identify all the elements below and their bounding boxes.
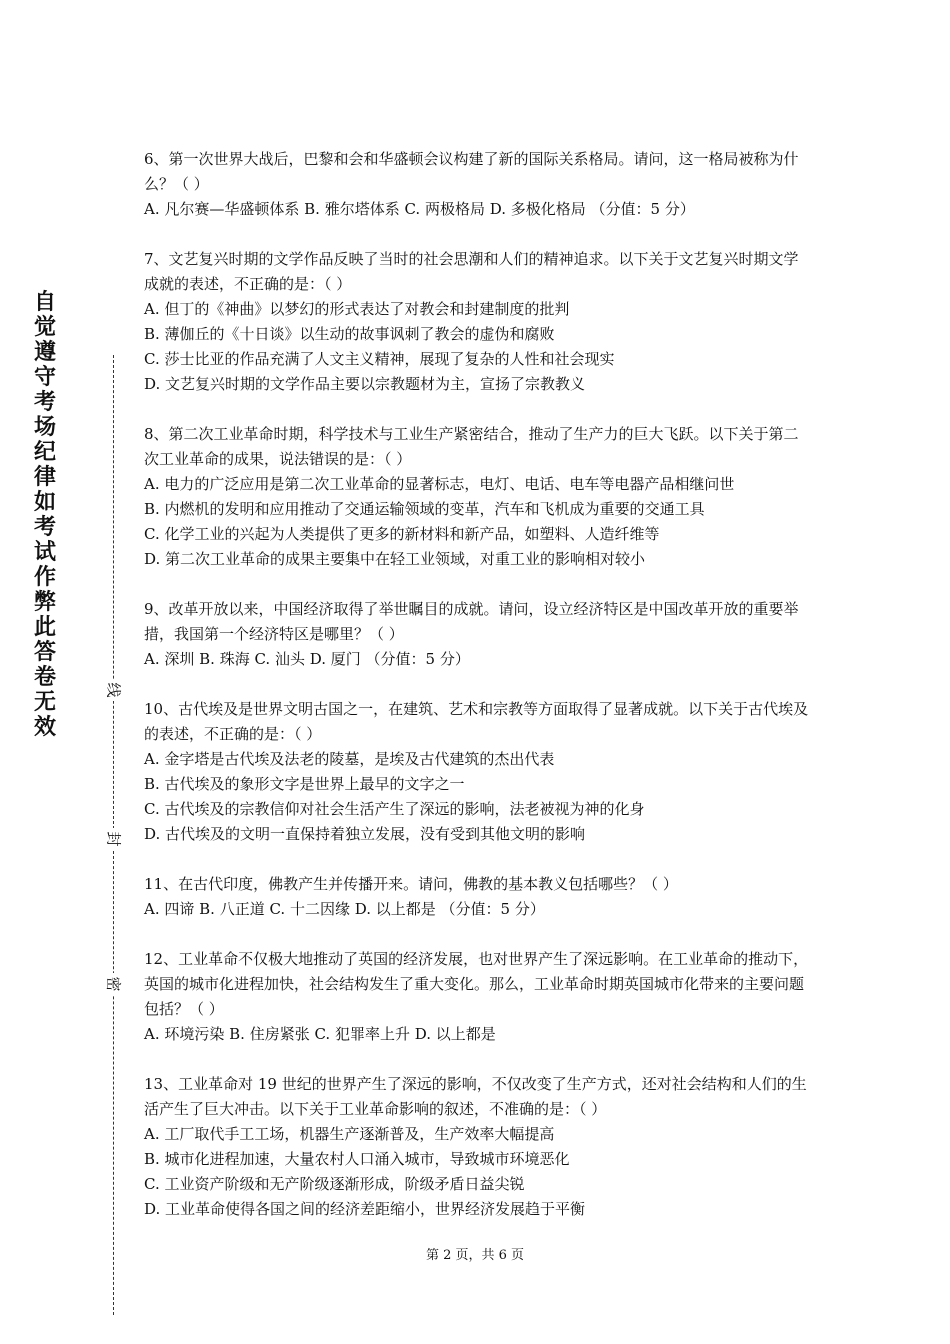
question-7 <box>144 247 810 397</box>
option-b: B. 薄伽丘的《十日谈》以生动的故事讽刺了教会的虚伪和腐败 <box>144 325 555 343</box>
option-d: D. 工业革命使得各国之间的经济差距缩小，世界经济发展趋于平衡 <box>144 1200 586 1218</box>
question-stem: 13、工业革命对 19 世纪的世界产生了深远的影响，不仅改变了生产方式，还对社会结构和人们的生活产生了巨大冲击。以下关于工业革命影响的叙述，不准确的是：（ ） <box>144 1075 807 1118</box>
question-6 <box>144 147 810 222</box>
question-8 <box>144 422 810 572</box>
option-a: A. 金字塔是古代埃及法老的陵墓，是埃及古代建筑的杰出代表 <box>144 750 555 768</box>
exam-discipline-warning: 自觉遵守考场纪律如考试作弊此答卷无效 <box>33 290 56 740</box>
question-options: A. 四谛 B. 八正道 C. 十二因缘 D. 以上都是 （分值：5 分） <box>144 900 545 918</box>
question-list <box>144 147 810 1247</box>
option-c: C. 化学工业的兴起为人类提供了更多的新材料和新产品，如塑料、人造纤维等 <box>144 525 660 543</box>
question-options: A. 深圳 B. 珠海 C. 汕头 D. 厦门 （分值：5 分） <box>144 650 470 668</box>
question-13 <box>144 1072 810 1222</box>
question-12 <box>144 947 810 1047</box>
question-10 <box>144 697 810 847</box>
question-stem: 7、文艺复兴时期的文学作品反映了当时的社会思潮和人们的精神追求。以下关于文艺复兴时期文学成就的表述，不正确的是：（ ） <box>144 250 799 293</box>
option-b: B. 古代埃及的象形文字是世界上最早的文字之一 <box>144 775 465 793</box>
option-a: A. 电力的广泛应用是第二次工业革命的显著标志，电灯、电话、电车等电器产品相继问世 <box>144 475 735 493</box>
question-stem: 6、第一次世界大战后，巴黎和会和华盛顿会议构建了新的国际关系格局。请问，这一格局被称为什么？（ ） <box>144 150 799 193</box>
question-options: A. 环境污染 B. 住房紧张 C. 犯罪率上升 D. 以上都是 <box>144 1025 496 1043</box>
option-d: D. 文艺复兴时期的文学作品主要以宗教题材为主，宣扬了宗教教义 <box>144 375 586 393</box>
option-a: A. 工厂取代手工工场，机器生产逐渐普及，生产效率大幅提高 <box>144 1125 555 1143</box>
question-11 <box>144 872 810 922</box>
question-stem: 10、古代埃及是世界文明古国之一，在建筑、艺术和宗教等方面取得了显著成就。以下关于古代埃及的表述，不正确的是：（ ） <box>144 700 809 743</box>
option-b: B. 城市化进程加速，大量农村人口涌入城市，导致城市环境恶化 <box>144 1150 570 1168</box>
option-a: A. 但丁的《神曲》以梦幻的形式表达了对教会和封建制度的批判 <box>144 300 570 318</box>
question-stem: 11、在古代印度，佛教产生并传播开来。请问，佛教的基本教义包括哪些？（ ） <box>144 875 678 893</box>
option-d: D. 古代埃及的文明一直保持着独立发展，没有受到其他文明的影响 <box>144 825 586 843</box>
binding-mark-secret: 密 <box>104 973 124 995</box>
question-stem: 8、第二次工业革命时期，科学技术与工业生产紧密结合，推动了生产力的巨大飞跃。以下关于第二次工业革命的成果，说法错误的是：（ ） <box>144 425 799 468</box>
binding-mark-line: 线 <box>104 679 124 701</box>
question-9 <box>144 597 810 672</box>
question-stem: 9、改革开放以来，中国经济取得了举世瞩目的成就。请问，设立经济特区是中国改革开放的重要举措，我国第一个经济特区是哪里？（ ） <box>144 600 799 643</box>
page-footer: 第 2 页，共 6 页 <box>425 1248 525 1263</box>
option-b: B. 内燃机的发明和应用推动了交通运输领域的变革，汽车和飞机成为重要的交通工具 <box>144 500 705 518</box>
binding-mark-seal: 封 <box>104 828 124 850</box>
option-c: C. 工业资产阶级和无产阶级逐渐形成，阶级矛盾日益尖锐 <box>144 1175 525 1193</box>
question-options: A. 凡尔赛—华盛顿体系 B. 雅尔塔体系 C. 两极格局 D. 多极化格局 （分值：5 分） <box>144 200 695 218</box>
option-d: D. 第二次工业革命的成果主要集中在轻工业领域，对重工业的影响相对较小 <box>144 550 646 568</box>
question-stem: 12、工业革命不仅极大地推动了英国的经济发展，也对世界产生了深远影响。在工业革命的推动下，英国的城市化进程加快，社会结构发生了重大变化。那么，工业革命时期英国城市化带来的主要问题包括？（ ） <box>144 950 809 1018</box>
option-c: C. 古代埃及的宗教信仰对社会生活产生了深远的影响，法老被视为神的化身 <box>144 800 645 818</box>
option-c: C. 莎士比亚的作品充满了人文主义精神，展现了复杂的人性和社会现实 <box>144 350 615 368</box>
